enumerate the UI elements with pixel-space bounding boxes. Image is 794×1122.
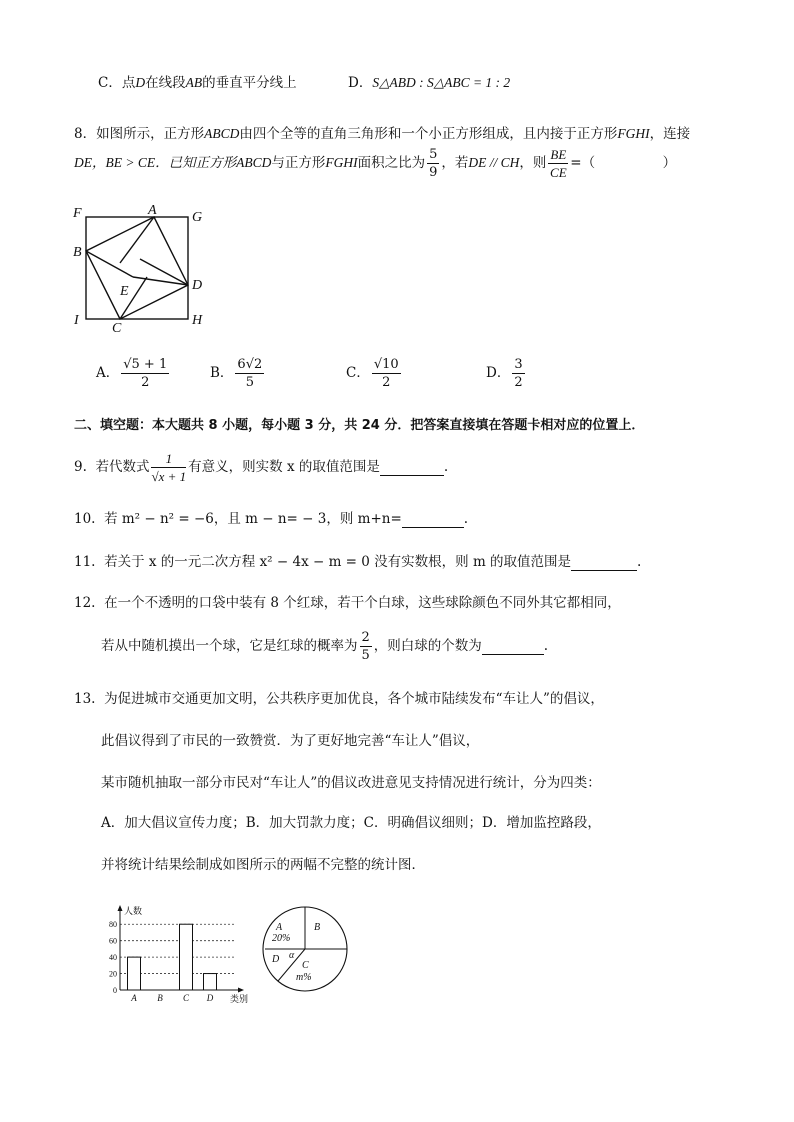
x-axis-arrow	[238, 988, 244, 993]
q9	[74, 452, 448, 483]
q11	[74, 550, 641, 571]
q9-fraction	[151, 452, 186, 483]
option-den: 2	[514, 375, 523, 390]
y-axis-title: 人数	[124, 906, 143, 916]
q12-line1	[74, 591, 621, 611]
q8-option-b	[210, 358, 266, 389]
q8-de: DE	[74, 155, 92, 170]
square-abcd	[86, 217, 188, 319]
label-h: H	[192, 313, 203, 328]
q8-option-a	[96, 358, 171, 389]
label-a: A	[148, 203, 157, 218]
q8-text: 与正方形	[271, 155, 326, 171]
pie-label-a: A	[276, 922, 283, 933]
q8-text: ，则	[519, 155, 547, 171]
point-d: D	[135, 75, 146, 90]
q8-parallel: DE // CH	[468, 155, 520, 170]
option-label: C．	[346, 365, 370, 381]
y-axis-arrow	[118, 905, 123, 911]
section-title: 二、填空题：本大题共 8 小题，每小题 3 分，共 24 分．把答案直接填在答题卡相对应的位置上．	[74, 418, 645, 433]
label-d: D	[192, 278, 203, 293]
x-tick-label: B	[157, 993, 163, 1003]
q10	[74, 507, 468, 528]
y-tick-label: 0	[113, 986, 117, 995]
q11-end: .	[637, 554, 642, 570]
option-fraction	[372, 358, 401, 389]
q8-abcd: ABCD	[204, 126, 240, 141]
q10-answer-blank[interactable]	[402, 511, 464, 528]
option-c-label: C．点	[98, 75, 136, 91]
q8-fghi: FGHI	[617, 126, 650, 141]
x-tick-label: D	[206, 993, 214, 1003]
q10-pre: 若 m² − n² = −6，且 m − n= − 3，则 m+n=	[104, 511, 402, 527]
q9-pre: 若代数式	[95, 459, 150, 475]
ask-den: CE	[550, 165, 567, 180]
question-number: 13.	[74, 691, 96, 707]
square-figure	[68, 200, 218, 340]
question-number: 12.	[74, 595, 96, 611]
option-c-mid: 在线段	[145, 75, 186, 91]
bar-chart	[98, 902, 258, 1007]
pie-alpha: α	[289, 950, 295, 961]
q11-answer-blank[interactable]	[571, 554, 637, 571]
y-tick-label: 60	[109, 936, 117, 946]
option-label: B．	[210, 365, 234, 381]
q12-post: ，则白球的个数为	[373, 638, 482, 654]
q8-text: 面积之比为	[357, 155, 426, 171]
label-i: I	[74, 313, 79, 328]
segment-ab: AB	[185, 75, 203, 90]
ratio-fraction	[427, 148, 439, 179]
q9-answer-blank[interactable]	[380, 459, 444, 476]
option-d	[348, 71, 510, 91]
option-den: 2	[141, 375, 150, 390]
option-fraction	[512, 358, 524, 389]
option-den: 2	[382, 375, 391, 390]
pie-label-d: D	[272, 954, 280, 965]
pie-chart	[258, 904, 358, 994]
option-d-label: D．	[348, 75, 373, 91]
q12-frac-den: 5	[361, 648, 370, 663]
q9-post: 有意义，则实数 x 的取值范围是	[188, 459, 380, 475]
x-axis-title: 类别	[230, 994, 249, 1004]
q12-answer-blank[interactable]	[482, 638, 544, 655]
question-number: 11.	[74, 554, 96, 570]
option-label: A．	[96, 365, 120, 381]
question-number: 10.	[74, 511, 96, 527]
x-tick-label: A	[131, 993, 137, 1003]
label-b: B	[73, 245, 82, 260]
label-e: E	[120, 284, 129, 299]
q8-text: 8．如图所示，正方形	[74, 126, 205, 142]
pie-pct-c: m%	[296, 972, 312, 983]
pie-label-b: B	[314, 922, 321, 933]
q13-text: 为促进城市交通更加文明，公共秩序更加优良，各个城市陆续发布“车让人”的倡议，	[104, 691, 604, 707]
q9-frac-den: √x + 1	[151, 469, 187, 484]
option-fraction	[121, 358, 169, 389]
bar-d	[204, 974, 217, 990]
q8-line1	[74, 122, 690, 142]
q8-compare: ，BE > CE．已知正方形	[92, 155, 237, 170]
leg-a	[120, 217, 154, 263]
q12-frac-num: 2	[361, 630, 370, 645]
label-g: G	[192, 210, 203, 225]
option-num: √5 + 1	[123, 357, 168, 372]
question-number: 9.	[74, 459, 87, 475]
q8-answer-paren: =（ ）	[570, 155, 677, 171]
y-tick-label: 80	[109, 920, 117, 930]
pie-label-c: C	[302, 960, 309, 971]
q12-end: .	[543, 638, 549, 654]
q12-fraction	[360, 631, 372, 662]
q9-frac-num: 1	[151, 452, 186, 468]
y-tick-label: 20	[109, 969, 117, 979]
option-c	[98, 71, 297, 91]
q9-end: .	[443, 459, 449, 475]
q8-fghi: FGHI	[325, 155, 358, 170]
q8-option-d	[486, 358, 527, 389]
label-f: F	[73, 206, 82, 221]
option-num: 6√2	[237, 357, 263, 372]
q12-line2	[101, 631, 548, 662]
q8-text: 由四个全等的直角三角形和一个小正方形组成，且内接于正方形	[239, 126, 618, 142]
q8-text: ，若	[441, 155, 469, 171]
q13-line5: 并将统计结果绘制成如图所示的两幅不完整的统计图．	[101, 857, 425, 873]
q13-line1	[74, 687, 604, 707]
ratio-num: 5	[429, 147, 438, 162]
x-tick-label: C	[182, 993, 190, 1003]
pie-pct-a: 20%	[272, 933, 291, 944]
q13-line4: A．加大倡议宣传力度；B．加大罚款力度；C．明确倡议细则；D．增加监控路段，	[101, 815, 601, 831]
label-c: C	[112, 321, 122, 336]
option-label: D．	[486, 365, 511, 381]
option-den: 5	[245, 375, 254, 390]
option-d-expr: S△ABD : S△ABC = 1 : 2	[372, 75, 511, 90]
q8-option-c	[346, 358, 403, 389]
ask-fraction	[548, 148, 568, 179]
q13-line3: 某市随机抽取一部分市民对“车让人”的倡议改进意见支持情况进行统计，分为四类：	[101, 775, 601, 791]
option-num: 3	[514, 357, 523, 372]
option-c-tail: 的垂直平分线上	[202, 75, 297, 91]
q8-line2	[74, 148, 676, 179]
q11-pre: 若关于 x 的一元二次方程 x² − 4x − m = 0 没有实数根，则 m 的取值范围是	[104, 554, 572, 570]
q10-end: .	[463, 511, 469, 527]
square-fghi	[86, 217, 188, 319]
ask-num: BE	[550, 147, 567, 162]
ratio-den: 9	[429, 165, 438, 180]
bar-c	[180, 924, 193, 990]
option-num: √10	[373, 357, 399, 372]
q13-line2: 此倡议得到了市民的一致赞赏．为了更好地完善“车让人”倡议，	[101, 733, 480, 749]
q8-abcd: ABCD	[236, 155, 272, 170]
q12-line1-text: 在一个不透明的口袋中装有 8 个红球，若干个白球，这些球除颜色不同外其它都相同，	[104, 595, 621, 611]
y-tick-label: 40	[109, 953, 117, 963]
q12-pre: 若从中随机摸出一个球，它是红球的概率为	[101, 638, 358, 654]
bar-a	[128, 957, 141, 990]
option-fraction	[235, 358, 264, 389]
q8-text: ，连接	[649, 126, 691, 142]
